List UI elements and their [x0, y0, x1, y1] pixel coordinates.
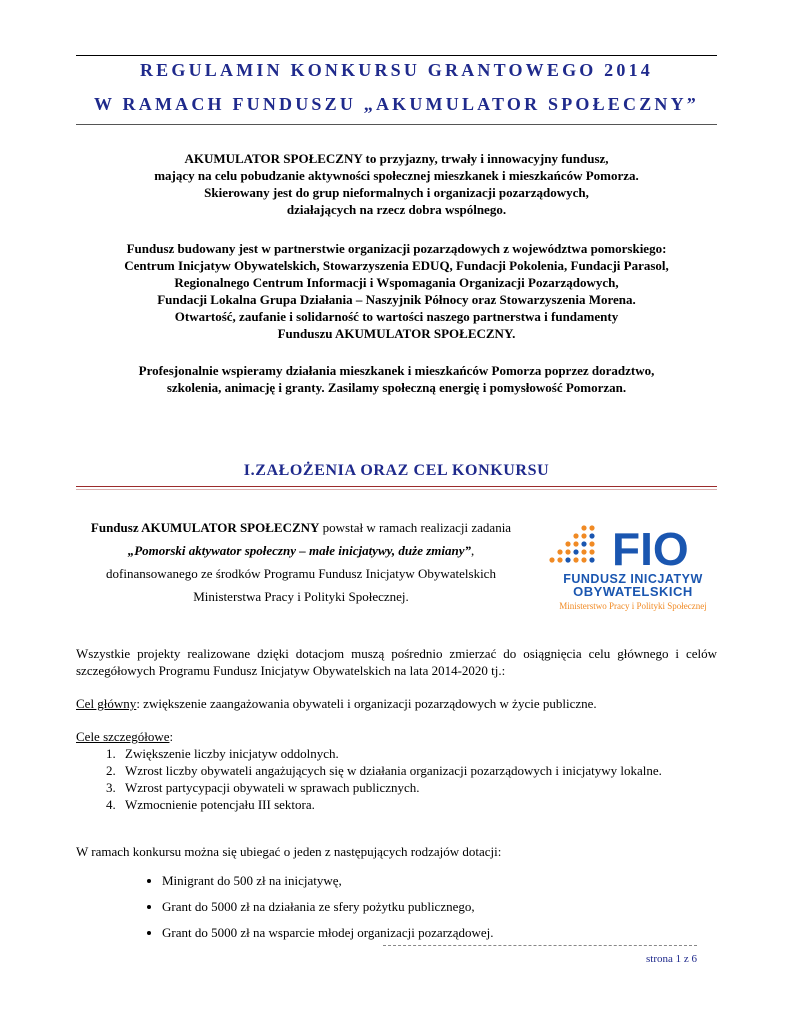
main-goal — [76, 695, 717, 712]
fio-line-3: dofinansowanego ze środków Programu Fundusz Inicjatyw Obywatelskich — [106, 566, 496, 581]
logo-dot — [557, 557, 562, 562]
specific-goals-list — [76, 745, 717, 813]
main-goal-label: Cel główny — [76, 696, 137, 711]
list-item: • Minigrant do 500 zł na inicjatywę, — [162, 868, 494, 894]
logo-dot — [589, 541, 594, 546]
fio-logo-line-2: OBYWATELSKICH — [573, 584, 693, 599]
document-title-line-2: W RAMACH FUNDUSZU „AKUMULATOR SPOŁECZNY” — [93, 94, 700, 114]
logo-dot — [573, 549, 578, 554]
support-paragraph — [76, 362, 717, 396]
fio-logo-line-3: Ministerstwo Pracy i Polityki Społecznej — [559, 601, 707, 611]
project-title: „Pomorski aktywator społeczny – małe inicjatywy, duże zmiany” — [127, 543, 472, 558]
fio-logo-line-1: FUNDUSZ INICJATYW — [563, 572, 703, 586]
logo-dot — [573, 557, 578, 562]
partners-line: Centrum Inicjatyw Obywatelskich, Stowarzyszenia EDUQ, Fundacji Pokolenia, Fundacji Parasol, — [124, 258, 669, 273]
specific-goals — [76, 728, 717, 813]
intro-line: mający na celu pobudzanie aktywności społecznej mieszkanek i mieszkańców Pomorza. — [154, 168, 639, 183]
logo-dot — [581, 541, 586, 546]
intro-paragraph — [76, 150, 717, 218]
logo-dot — [573, 541, 578, 546]
support-line: Profesjonalnie wspieramy działania mieszkanek i mieszkańców Pomorza poprzez doradztwo, — [138, 363, 655, 378]
logo-dot — [589, 557, 594, 562]
top-rule — [76, 55, 717, 56]
footer-rule — [383, 945, 697, 946]
logo-dot — [549, 557, 554, 562]
logo-dot — [565, 541, 570, 546]
logo-dot — [565, 557, 570, 562]
main-goal-text: : zwiększenie zaangażowania obywateli i organizacji pozarządowych w życie publiczne. — [136, 696, 597, 711]
intro-line: działających na rzecz dobra wspólnego. — [286, 202, 507, 217]
fund-name: Fundusz AKUMULATOR SPOŁECZNY — [90, 520, 320, 535]
partners-line: Fundacji Lokalna Grupa Działania – Naszyjnik Północy oraz Stowarzyszenia Morena. — [157, 292, 636, 307]
logo-dot — [581, 557, 586, 562]
list-item: 1. Zwiększenie liczby inicjatyw oddolnych. — [119, 745, 717, 762]
title-rule — [76, 124, 717, 125]
dots-grid-icon — [549, 525, 594, 562]
fio-funding-paragraph — [76, 516, 526, 608]
fio-line-4: Ministerstwa Pracy i Polityki Społecznej. — [193, 589, 409, 604]
section-rule — [76, 486, 717, 490]
list-item: • Grant do 5000 zł na działania ze sfery pożytku publicznego, — [162, 894, 494, 920]
logo-dot — [589, 533, 594, 538]
logo-dot — [565, 549, 570, 554]
list-item: 3. Wzrost partycypacji obywateli w sprawach publicznych. — [119, 779, 717, 796]
logo-dot — [573, 533, 578, 538]
dotations-intro: W ramach konkursu można się ubiegać o jeden z następujących rodzajów dotacji: — [76, 844, 502, 859]
list-item: 4. Wzmocnienie potencjału III sektora. — [119, 796, 717, 813]
fio-logo-mark: FIO — [612, 523, 689, 575]
fio-logo-graphic — [548, 520, 718, 620]
logo-dot — [589, 525, 594, 530]
fio-logo — [548, 520, 718, 620]
logo-dot — [581, 533, 586, 538]
specific-goals-colon: : — [169, 729, 174, 744]
specific-goals-label: Cele szczegółowe — [76, 729, 170, 744]
partners-line: Regionalnego Centrum Informacji i Wspomagania Organizacji Pozarządowych, — [174, 275, 619, 290]
fio-line-1: powstał w ramach realizacji zadania — [319, 520, 512, 535]
section-heading: I.ZAŁOŻENIA ORAZ CEL KONKURSU — [243, 462, 550, 479]
support-line: szkolenia, animację i granty. Zasilamy społeczną energię i pomysłowość Pomorzan. — [166, 380, 627, 395]
intro-line: AKUMULATOR SPOŁECZNY to przyjazny, trwały i innowacyjny fundusz, — [184, 151, 609, 166]
projects-paragraph: Wszystkie projekty realizowane dzięki dotacjom muszą pośrednio zmierzać do osiągnięcia celu głównego i celów szczegółowych Programu Fundusz Inicjatyw Obywatelskich na lata 2014-2020 tj.: — [76, 646, 717, 678]
logo-dot — [581, 549, 586, 554]
logo-dot — [581, 525, 586, 530]
document-title-line-1: REGULAMIN KONKURSU GRANTOWEGO 2014 — [139, 60, 653, 80]
partners-line: Otwartość, zaufanie i solidarność to wartości naszego partnerstwa i fundamenty — [174, 309, 619, 324]
list-item: 2. Wzrost liczby obywateli angażujących się w działania organizacji pozarządowych i inicjatywy lokalne. — [119, 762, 717, 779]
fio-comma: , — [471, 543, 475, 558]
partners-line: Funduszu AKUMULATOR SPOŁECZNY. — [277, 326, 516, 341]
list-item: • Grant do 5000 zł na wsparcie młodej organizacji pozarządowej. — [162, 920, 494, 946]
page-number: strona 1 z 6 — [645, 953, 697, 965]
partners-paragraph — [76, 240, 717, 342]
partners-line: Fundusz budowany jest w partnerstwie organizacji pozarządowych z województwa pomorskiego: — [126, 241, 667, 256]
logo-dot — [589, 549, 594, 554]
logo-dot — [557, 549, 562, 554]
dotations-list — [136, 868, 494, 946]
intro-line: Skierowany jest do grup nieformalnych i organizacji pozarządowych, — [204, 185, 589, 200]
